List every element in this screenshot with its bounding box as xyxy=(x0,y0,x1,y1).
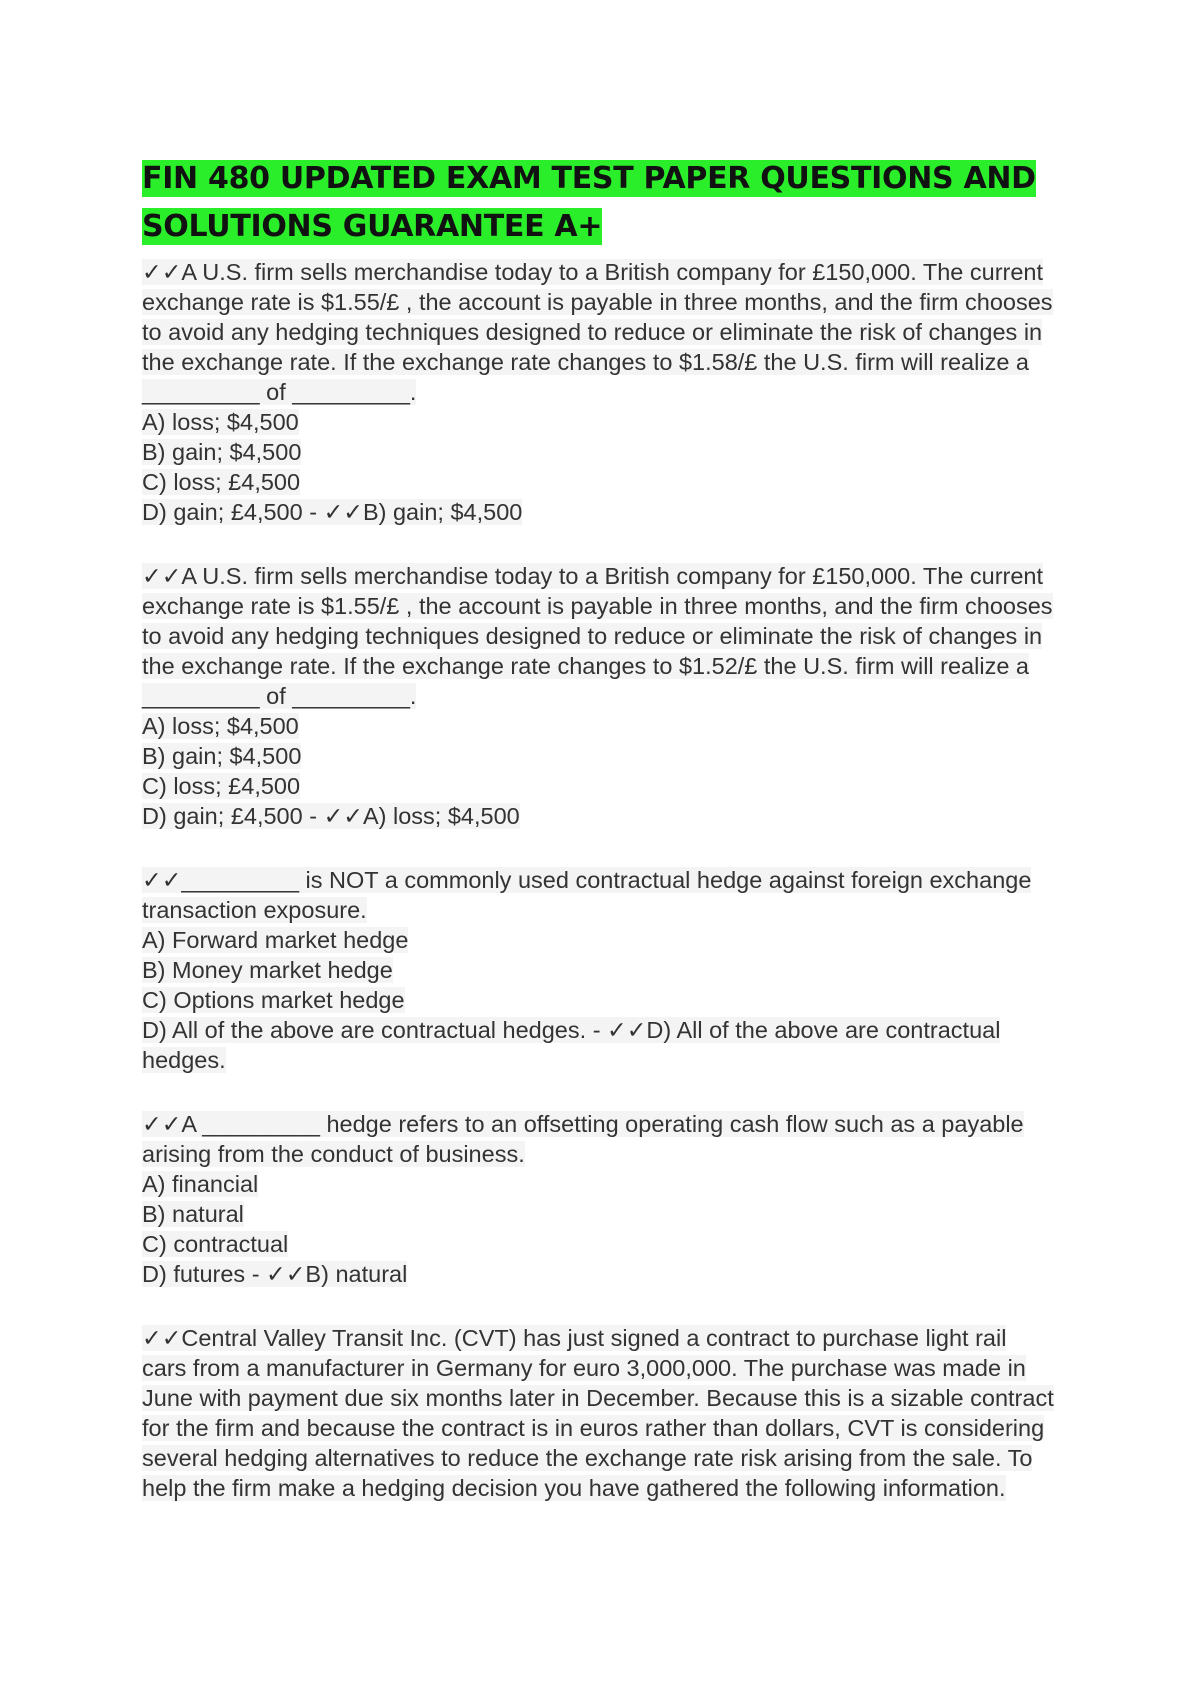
question-line-text: ✓✓A U.S. firm sells merchandise today to a British company for £150,000. The current xyxy=(142,563,1044,589)
question-line-text: B) natural xyxy=(142,1201,244,1227)
question-line xyxy=(142,1199,1062,1229)
question-line-text: the exchange rate. If the exchange rate changes to $1.58/£ the U.S. firm will realize a xyxy=(142,349,1029,375)
question-line-text: cars from a manufacturer in Germany for euro 3,000,000. The purchase was made in xyxy=(142,1355,1026,1381)
question-line-text: hedges. xyxy=(142,1047,226,1073)
question-line-text: June with payment due six months later in December. Because this is a sizable contract xyxy=(142,1385,1054,1411)
question-line xyxy=(142,317,1062,347)
document-page xyxy=(142,155,1062,1537)
question-line xyxy=(142,1259,1062,1289)
question-line-text: exchange rate is $1.55/£ , the account is payable in three months, and the firm chooses xyxy=(142,289,1053,315)
question-line-text: ✓✓A U.S. firm sells merchandise today to a British company for £150,000. The current xyxy=(142,259,1044,285)
question-line-text: arising from the conduct of business. xyxy=(142,1141,525,1167)
question-line xyxy=(142,561,1062,591)
title-highlight: FIN 480 UPDATED EXAM TEST PAPER QUESTIONS AND SOLUTIONS GUARANTEE A+ xyxy=(142,161,1036,244)
question-line xyxy=(142,591,1062,621)
question-line xyxy=(142,467,1062,497)
question-line-text: B) gain; $4,500 xyxy=(142,743,302,769)
question-line xyxy=(142,865,1062,895)
question-line-text: help the firm make a hedging decision you have gathered the following information. xyxy=(142,1475,1006,1501)
question-block xyxy=(142,865,1062,1075)
question-line xyxy=(142,955,1062,985)
question-line-text: for the firm and because the contract is in euros rather than dollars, CVT is considering xyxy=(142,1415,1045,1441)
question-line xyxy=(142,287,1062,317)
question-list xyxy=(142,257,1062,1503)
question-line-text: C) loss; £4,500 xyxy=(142,469,301,495)
question-line xyxy=(142,497,1062,527)
question-line xyxy=(142,437,1062,467)
question-line xyxy=(142,377,1062,407)
question-line-text: C) Options market hedge xyxy=(142,987,405,1013)
question-line xyxy=(142,1109,1062,1139)
question-line-text: _________ of _________. xyxy=(142,379,417,405)
question-line xyxy=(142,681,1062,711)
question-line-text: A) loss; $4,500 xyxy=(142,713,299,739)
question-line-text: C) loss; £4,500 xyxy=(142,773,301,799)
question-line-text: D) futures - ✓✓B) natural xyxy=(142,1261,408,1287)
question-line xyxy=(142,347,1062,377)
question-line xyxy=(142,771,1062,801)
question-line xyxy=(142,1413,1062,1443)
question-block xyxy=(142,1109,1062,1289)
question-line-text: to avoid any hedging techniques designed to reduce or eliminate the risk of changes in xyxy=(142,623,1043,649)
question-line xyxy=(142,1383,1062,1413)
question-line xyxy=(142,1015,1062,1045)
question-line-text: D) All of the above are contractual hedges. - ✓✓D) All of the above are contractual xyxy=(142,1017,1001,1043)
question-line-text: to avoid any hedging techniques designed to reduce or eliminate the risk of changes in xyxy=(142,319,1043,345)
question-block xyxy=(142,1323,1062,1503)
question-line-text: exchange rate is $1.55/£ , the account is payable in three months, and the firm chooses xyxy=(142,593,1053,619)
question-line-text: ✓✓_________ is NOT a commonly used contractual hedge against foreign exchange xyxy=(142,867,1032,893)
question-line xyxy=(142,801,1062,831)
question-line-text: the exchange rate. If the exchange rate changes to $1.52/£ the U.S. firm will realize a xyxy=(142,653,1029,679)
question-block xyxy=(142,561,1062,831)
question-line-text: A) Forward market hedge xyxy=(142,927,409,953)
question-line-text: B) Money market hedge xyxy=(142,957,393,983)
question-line xyxy=(142,257,1062,287)
question-line-text: ✓✓Central Valley Transit Inc. (CVT) has just signed a contract to purchase light rail xyxy=(142,1325,1007,1351)
question-line xyxy=(142,985,1062,1015)
question-line-text: several hedging alternatives to reduce the exchange rate risk arising from the sale. To xyxy=(142,1445,1033,1471)
question-line xyxy=(142,651,1062,681)
question-line-text: ✓✓A _________ hedge refers to an offsetting operating cash flow such as a payable xyxy=(142,1111,1024,1137)
question-line xyxy=(142,895,1062,925)
question-line xyxy=(142,711,1062,741)
question-line-text: _________ of _________. xyxy=(142,683,417,709)
question-line xyxy=(142,1169,1062,1199)
question-line xyxy=(142,1443,1062,1473)
question-line xyxy=(142,1139,1062,1169)
question-block xyxy=(142,257,1062,527)
question-line-text: A) loss; $4,500 xyxy=(142,409,299,435)
question-line xyxy=(142,1045,1062,1075)
question-line xyxy=(142,621,1062,651)
question-line-text: B) gain; $4,500 xyxy=(142,439,302,465)
question-line xyxy=(142,1229,1062,1259)
question-line xyxy=(142,1473,1062,1503)
question-line-text: C) contractual xyxy=(142,1231,289,1257)
page-title xyxy=(142,155,1062,251)
question-line-text: D) gain; £4,500 - ✓✓B) gain; $4,500 xyxy=(142,499,523,525)
question-line xyxy=(142,741,1062,771)
question-line-text: transaction exposure. xyxy=(142,897,367,923)
question-line xyxy=(142,1323,1062,1353)
question-line xyxy=(142,925,1062,955)
question-line-text: A) financial xyxy=(142,1171,259,1197)
question-line xyxy=(142,407,1062,437)
question-line xyxy=(142,1353,1062,1383)
question-line-text: D) gain; £4,500 - ✓✓A) loss; $4,500 xyxy=(142,803,520,829)
